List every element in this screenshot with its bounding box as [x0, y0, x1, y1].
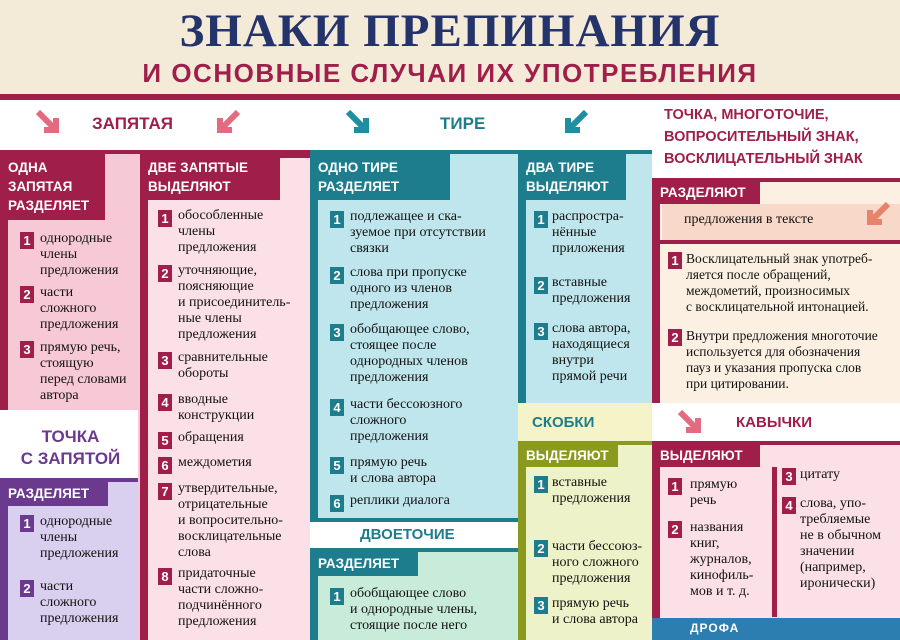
comma-single-num-2: 2: [20, 286, 34, 303]
dash-double-num-1: 1: [534, 211, 548, 228]
semicolon-header: РАЗДЕЛЯЕТ: [0, 482, 108, 506]
endmarks-divides: предложения в тексте: [684, 212, 814, 227]
dash-single-item-1: подлежащее и ска- зуемое при отсутствии связки: [350, 209, 486, 256]
comma-single-num-3: 3: [20, 341, 34, 358]
dash-single-item-5: прямую речь и слова автора: [350, 455, 436, 486]
dash-single-num-5: 5: [330, 457, 344, 474]
comma-single-header: ОДНА ЗАПЯТАЯ РАЗДЕЛЯЕТ: [0, 154, 105, 220]
brackets-num-3: 3: [534, 597, 548, 614]
comma-double-num-3: 3: [158, 352, 172, 369]
comma-double-item-8: придаточные части сложно- подчинённого предложения: [178, 566, 264, 629]
brackets-num-2: 2: [534, 540, 548, 557]
comma-double-item-2: уточняющие, поясняющие и присоединитель- ные члены предложения: [178, 263, 291, 342]
colon-item-1: обобщающее слово и однородные члены, стоящие после него: [350, 586, 478, 633]
quotes-item-1: прямую речь: [690, 477, 738, 508]
endmarks-header: РАЗДЕЛЯЮТ: [652, 182, 760, 204]
quotes-num-4: 4: [782, 497, 796, 514]
page-subtitle: И ОСНОВНЫЕ СЛУЧАИ ИХ УПОТРЕБЛЕНИЯ: [142, 58, 758, 88]
comma-double-num-4: 4: [158, 394, 172, 411]
quotes-num-1: 1: [668, 478, 682, 495]
dash-single-num-3: 3: [330, 324, 344, 341]
dash-double-header: ДВА ТИРЕ ВЫДЕЛЯЮТ: [518, 154, 626, 200]
comma-single-num-1: 1: [20, 232, 34, 249]
quotes-header: ВЫДЕЛЯЮТ: [652, 445, 760, 467]
page-title: ЗНАКИ ПРЕПИНАНИЯ: [179, 5, 721, 57]
arrow-down-right-icon: [34, 108, 64, 138]
dash-single-item-3: обобщающее слово, стоящее после однородных членов предложения: [350, 322, 470, 385]
semicolon-num-1: 1: [20, 515, 34, 532]
dash-double-num-3: 3: [534, 323, 548, 340]
brackets-header: ВЫДЕЛЯЮТ: [518, 445, 618, 467]
semicolon-num-2: 2: [20, 580, 34, 597]
endmarks-item-2: Внутри предложения многоточие используется для обозначения пауз и указания пропуска слов при цитировании.: [686, 328, 878, 391]
endmarks-num-2: 2: [668, 329, 682, 346]
publisher-logo: ДРОФА: [690, 621, 740, 635]
comma-label: ЗАПЯТАЯ: [92, 114, 173, 133]
dash-double-item-3: слова автора, находящиеся внутри прямой речи: [552, 321, 631, 384]
brackets-item-1: вставные предложения: [552, 475, 631, 506]
arrow-down-right-icon: [344, 108, 374, 138]
colon-num-1: 1: [330, 588, 344, 605]
dash-double-item-2: вставные предложения: [552, 275, 631, 306]
endmarks-item-1: Восклицательный знак употреб- ляется после обращений, междометий, произносимых с восклицательной интонацией.: [686, 251, 873, 314]
dash-single-num-4: 4: [330, 399, 344, 416]
comma-single-item-2: части сложного предложения: [40, 285, 119, 332]
brackets-num-1: 1: [534, 476, 548, 493]
quotes-item-4: слова, упо- требляемые не в обычном значении (например, иронически): [800, 496, 881, 591]
comma-double-num-8: 8: [158, 568, 172, 585]
quotes-num-3: 3: [782, 468, 796, 485]
quotes-label: КАВЫЧКИ: [736, 414, 812, 431]
comma-double-item-3: сравнительные обороты: [178, 350, 268, 381]
dash-single-item-2: слова при пропуске одного из членов предложения: [350, 265, 467, 312]
semicolon-label: ТОЧКА С ЗАПЯТОЙ: [20, 427, 121, 468]
comma-double-item-6: междометия: [178, 455, 252, 470]
colon-label: ДВОЕТОЧИЕ: [360, 526, 455, 543]
arrow-down-right-icon: [676, 408, 706, 438]
comma-double-num-6: 6: [158, 457, 172, 474]
arrow-down-left-icon: [560, 108, 590, 138]
quotes-item-3: цитату: [800, 467, 841, 482]
comma-double-num-1: 1: [158, 210, 172, 227]
comma-double-item-4: вводные конструкции: [178, 392, 255, 423]
brackets-label: СКОБКИ: [532, 414, 595, 431]
comma-single-item-1: однородные члены предложения: [40, 231, 119, 278]
arrow-down-left-icon: [212, 108, 242, 138]
comma-double-num-5: 5: [158, 432, 172, 449]
endmarks-num-1: 1: [668, 252, 682, 269]
colon-header: РАЗДЕЛЯЕТ: [310, 552, 418, 576]
comma-double-item-5: обращения: [178, 430, 244, 445]
dash-single-header: ОДНО ТИРЕ РАЗДЕЛЯЕТ: [310, 154, 450, 200]
dash-single-item-6: реплики диалога: [350, 493, 450, 508]
dash-single-num-6: 6: [330, 495, 344, 512]
brackets-item-3: прямую речь и слова автора: [552, 596, 638, 627]
quotes-item-2: названия книг, журналов, кинофиль- мов и т. д.: [690, 520, 754, 599]
comma-double-num-2: 2: [158, 265, 172, 282]
arrow-down-left-icon: [862, 200, 892, 230]
semicolon-item-2: части сложного предложения: [40, 579, 119, 626]
endmarks-label: ТОЧКА, МНОГОТОЧИЕ, ВОПРОСИТЕЛЬНЫЙ ЗНАК, ВОСКЛИЦАТЕЛЬНЫЙ ЗНАК: [664, 107, 863, 167]
dash-single-item-4: части бессоюзного сложного предложения: [350, 397, 463, 444]
brackets-item-2: части бессоюз- ного сложного предложения: [552, 539, 643, 586]
comma-double-item-7: утвердительные, отрицательные и вопросительно- восклицательные слова: [178, 481, 283, 560]
dash-single-num-1: 1: [330, 211, 344, 228]
comma-double-num-7: 7: [158, 483, 172, 500]
semicolon-item-1: однородные члены предложения: [40, 514, 119, 561]
comma-single-item-3: прямую речь, стоящую перед словами автора: [40, 340, 127, 403]
quotes-num-2: 2: [668, 521, 682, 538]
dash-double-item-1: распростра- нённые приложения: [552, 209, 625, 256]
comma-double-header: ДВЕ ЗАПЯТЫЕ ВЫДЕЛЯЮТ: [140, 154, 280, 200]
comma-double-item-1: обособленные члены предложения: [178, 208, 264, 255]
dash-label: ТИРЕ: [440, 114, 486, 133]
dash-double-num-2: 2: [534, 277, 548, 294]
dash-single-num-2: 2: [330, 267, 344, 284]
